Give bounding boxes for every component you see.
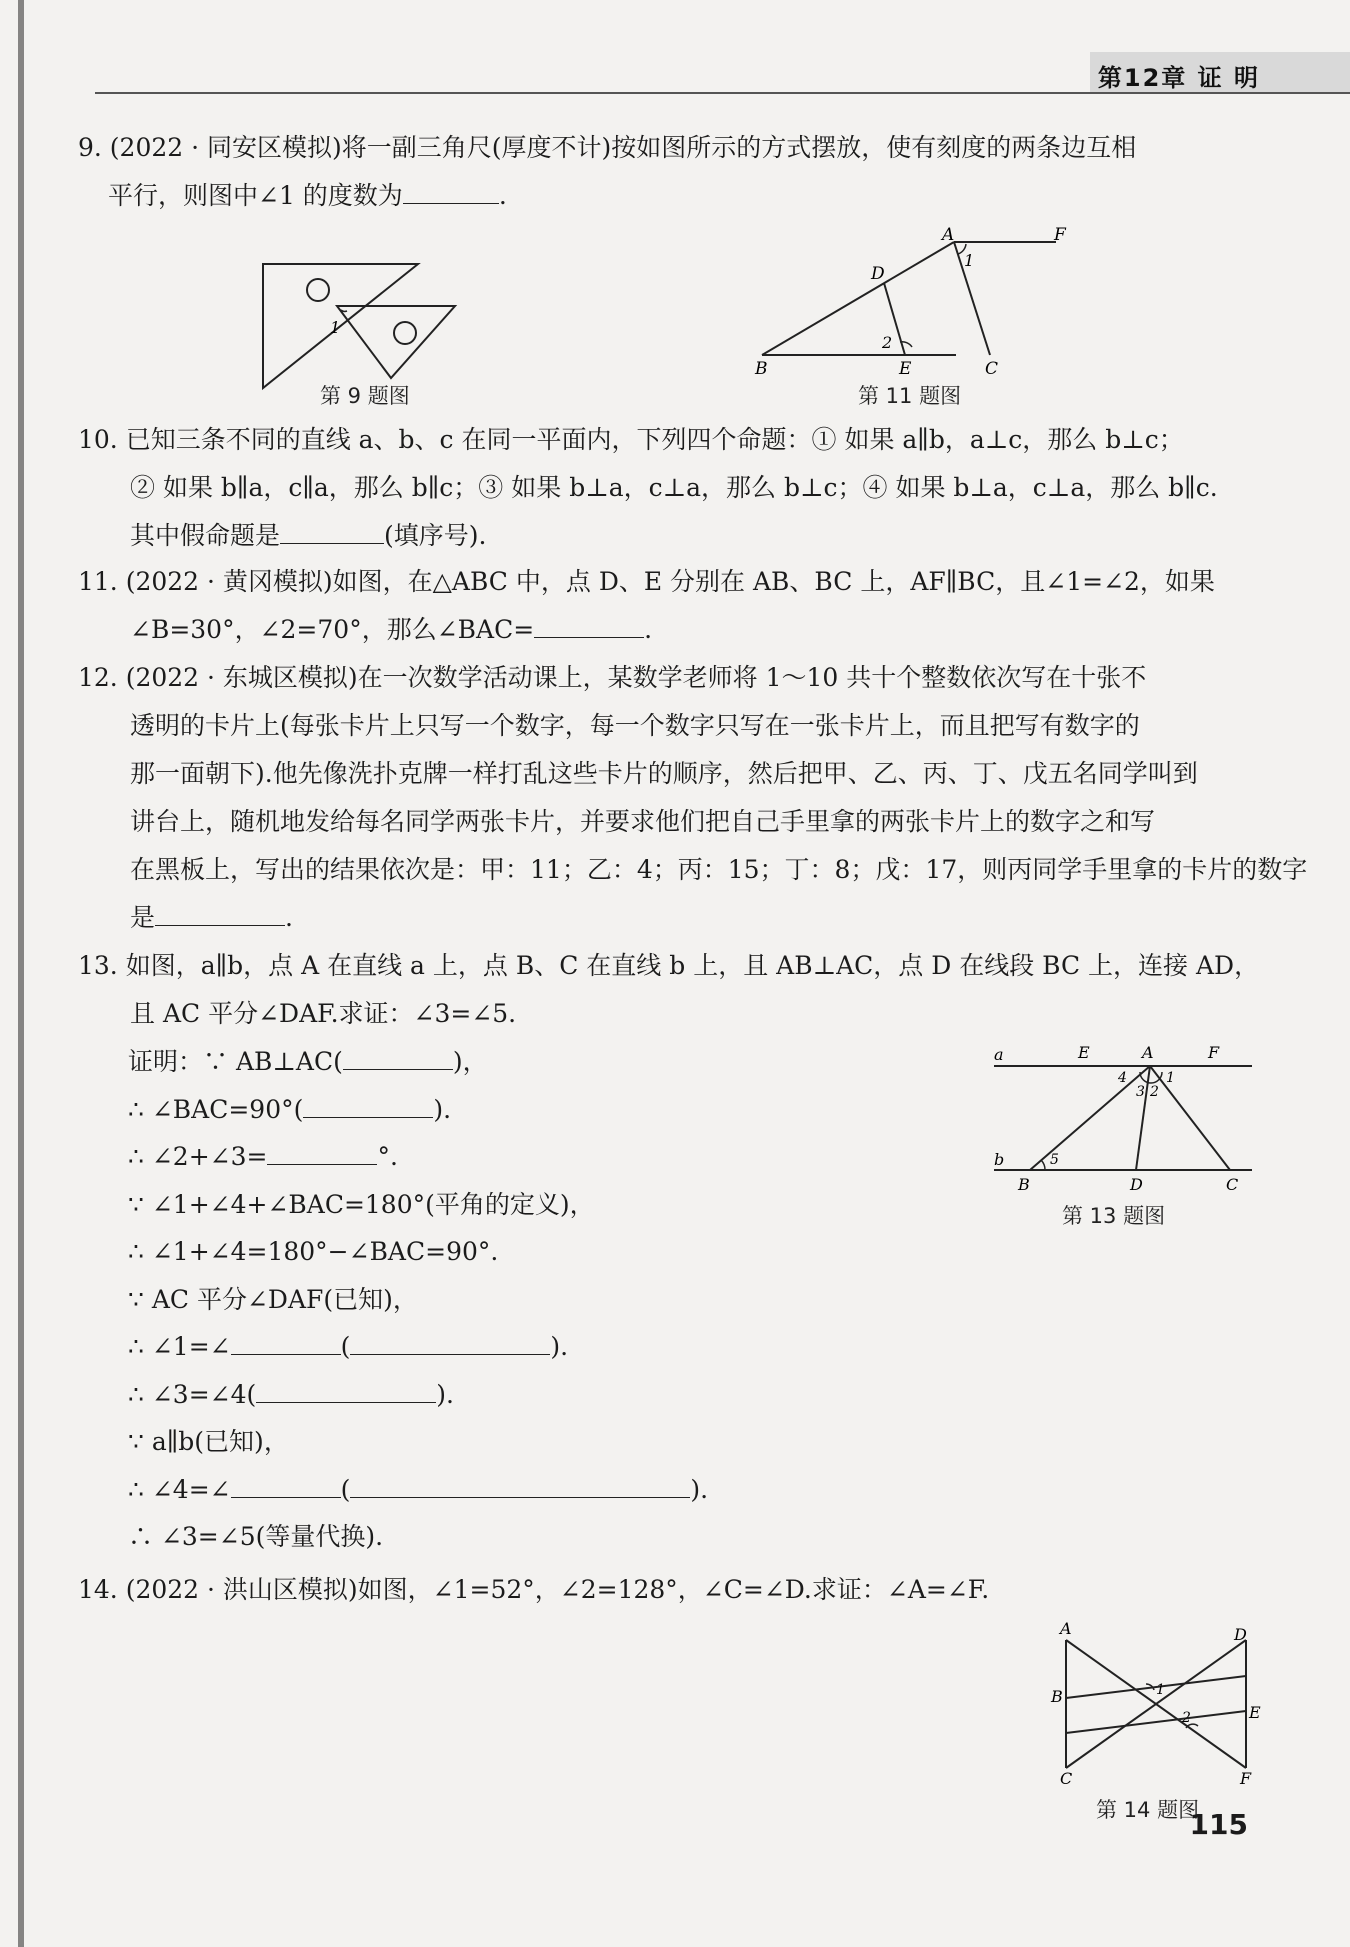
answer-blank[interactable] [155, 897, 285, 926]
fig14-label-C: C [1060, 1769, 1073, 1788]
fig14-n1: 1 [1156, 1682, 1165, 1698]
figure-13 [990, 1040, 1260, 1200]
set-square-2-hole [394, 322, 416, 344]
q12-line6: 是 . [78, 894, 1258, 942]
reason-blank[interactable] [350, 1326, 550, 1355]
angle-5-arc [1041, 1160, 1045, 1170]
fig14-label-B: B [1051, 1687, 1063, 1706]
proof-step-4: ∵ ∠1+∠4+∠BAC=180°(平角的定义)， [128, 1189, 595, 1219]
q10-line3: 其中假命题是 (填序号). [78, 512, 1258, 560]
question-9 [78, 124, 1258, 220]
fig11-angle-2: 2 [882, 333, 893, 352]
q9-line1: 9. (2022 · 同安区模拟)将一副三角尺(厚度不计)按如图所示的方式摆放，使有刻度的两条边互相 [78, 133, 1137, 162]
set-square-1 [263, 264, 418, 388]
fig14-label-A: A [1060, 1619, 1072, 1638]
fig9-caption: 第 9 题图 [320, 384, 410, 408]
fig14-label-D: D [1234, 1625, 1247, 1644]
fig14-label-E: E [1249, 1703, 1261, 1722]
segment-BA [762, 242, 954, 355]
question-10 [78, 416, 1258, 560]
fig13-label-E: E [1078, 1043, 1090, 1062]
question-11 [78, 558, 1258, 654]
set-square-1-hole [307, 279, 329, 301]
figure-14 [1046, 1618, 1276, 1788]
fig11-caption: 第 11 题图 [858, 384, 962, 408]
fig13-label-C: C [1226, 1175, 1239, 1194]
q12-line1: 12. (2022 · 东城区模拟)在一次数学活动课上，某数学老师将 1～10 共十个整数依次写在十张不 [78, 663, 1147, 692]
fig13-label-B: B [1018, 1175, 1030, 1194]
q13-line1: 13. 如图，a∥b，点 A 在直线 a 上，点 B、C 在直线 b 上，且 AB⊥AC，点 D 在线段 BC 上，连接 AD， [78, 951, 1260, 980]
page-binding-edge [18, 0, 24, 1947]
reason-blank[interactable] [350, 1469, 690, 1498]
chapter-title: 第12章 证 明 [1097, 64, 1260, 92]
fig14-label-F: F [1240, 1769, 1252, 1788]
page-number: 115 [1189, 1808, 1248, 1841]
fig11-label-B: B [755, 359, 768, 379]
proof-step-6: ∵ AC 平分∠DAF(已知)， [128, 1284, 418, 1314]
q12-line3: 那一面朝下).他先像洗扑克牌一样打乱这些卡片的顺序，然后把甲、乙、丙、丁、戊五名同学叫到 [130, 759, 1198, 788]
proof-step-2: ∴ ∠BAC=90°( ). [128, 1086, 708, 1134]
q13-line2: 且 AC 平分∠DAF.求证：∠3=∠5. [130, 999, 517, 1028]
proof-step-9: ∵ a∥b(已知)， [128, 1427, 289, 1456]
answer-blank[interactable] [303, 1089, 433, 1118]
proof-step-3: ∴ ∠2+∠3= °. [128, 1133, 708, 1181]
answer-blank[interactable] [403, 175, 499, 204]
angle-1-arc [341, 310, 347, 311]
q13-proof [128, 1038, 708, 1561]
answer-blank[interactable] [280, 515, 384, 544]
q14-line1: 14. (2022 · 洪山区模拟)如图，∠1=52°，∠2=128°，∠C=∠D.求证：∠A=∠F. [78, 1575, 990, 1604]
question-12 [78, 654, 1308, 942]
fig13-caption: 第 13 题图 [1062, 1204, 1166, 1228]
fig13-n1: 1 [1166, 1070, 1175, 1086]
segment-E-line [1066, 1711, 1246, 1733]
answer-blank[interactable] [231, 1326, 341, 1355]
q12-line4: 讲台上，随机地发给每名同学两张卡片，并要求他们把自己手里拿的两张卡片上的数字之和写 [130, 807, 1156, 836]
answer-blank[interactable] [534, 609, 644, 638]
fig11-label-F: F [1054, 225, 1066, 245]
proof-step-5: ∴ ∠1+∠4=180°−∠BAC=90°. [128, 1237, 499, 1266]
q11-line2: ∠B=30°，∠2=70°，那么∠BAC= . [78, 606, 1258, 654]
proof-step-1: 证明：∵ AB⊥AC( )， [128, 1038, 708, 1086]
segment-AC [1150, 1066, 1230, 1170]
fig14-caption: 第 14 题图 [1096, 1798, 1200, 1822]
segment-AD [1136, 1066, 1150, 1170]
answer-blank[interactable] [231, 1469, 341, 1498]
proof-step-10: ∴ ∠4=∠ ( ). [128, 1466, 708, 1514]
fig11-label-C: C [985, 359, 999, 379]
q12-line2: 透明的卡片上(每张卡片上只写一个数字，每一个数字只写在一张卡片上，而且把写有数字的 [130, 711, 1140, 740]
fig13-n5: 5 [1050, 1152, 1059, 1168]
fig13-label-F: F [1208, 1043, 1220, 1062]
fig13-label-A: A [1142, 1043, 1154, 1062]
q10-line1: 10. 已知三条不同的直线 a、b、c 在同一平面内，下列四个命题：① 如果 a∥b，a⊥c，那么 b⊥c； [78, 425, 1184, 454]
fig13-label-a: a [994, 1045, 1004, 1064]
fig13-label-D: D [1130, 1175, 1143, 1194]
fig11-label-A: A [942, 225, 955, 245]
q9-line2: 平行，则图中∠1 的度数为 . [78, 172, 1258, 220]
proof-step-8: ∴ ∠3=∠4( ). [128, 1371, 708, 1419]
figure-9 [255, 250, 495, 400]
q12-line5: 在黑板上，写出的结果依次是：甲：11；乙：4；丙：15；丁：8；戊：17，则丙同学手里拿的卡片的数字 [130, 855, 1308, 884]
fig13-label-b: b [994, 1150, 1005, 1169]
q11-line1: 11. (2022 · 黄冈模拟)如图，在△ABC 中，点 D、E 分别在 AB、BC 上，AF∥BC，且∠1=∠2，如果 [78, 567, 1215, 596]
fig13-n3: 3 [1136, 1084, 1145, 1100]
fig11-label-D: D [871, 264, 885, 284]
reason-blank[interactable] [256, 1374, 436, 1403]
figure-11 [748, 222, 1078, 382]
proof-step-7: ∴ ∠1=∠ ( ). [128, 1323, 708, 1371]
question-13 [78, 942, 1258, 1038]
fig13-n4: 4 [1118, 1070, 1127, 1086]
set-square-2 [337, 306, 455, 378]
answer-blank[interactable] [343, 1041, 453, 1070]
answer-blank[interactable] [267, 1136, 377, 1165]
fig11-angle-1: 1 [964, 251, 975, 270]
fig14-n2: 2 [1182, 1710, 1191, 1726]
fig11-label-E: E [899, 359, 912, 379]
fig9-label-1: 1 [330, 318, 341, 337]
proof-step-11: ∴ ∠3=∠5(等量代换). [128, 1522, 384, 1551]
fig13-n2: 2 [1150, 1084, 1159, 1100]
q10-line2: ② 如果 b∥a，c∥a，那么 b∥c；③ 如果 b⊥a，c⊥a，那么 b⊥c；④ 如果 b⊥a，c⊥a，那么 b∥c. [130, 473, 1218, 502]
segment-AB [1030, 1066, 1150, 1170]
question-14 [78, 1566, 1258, 1614]
